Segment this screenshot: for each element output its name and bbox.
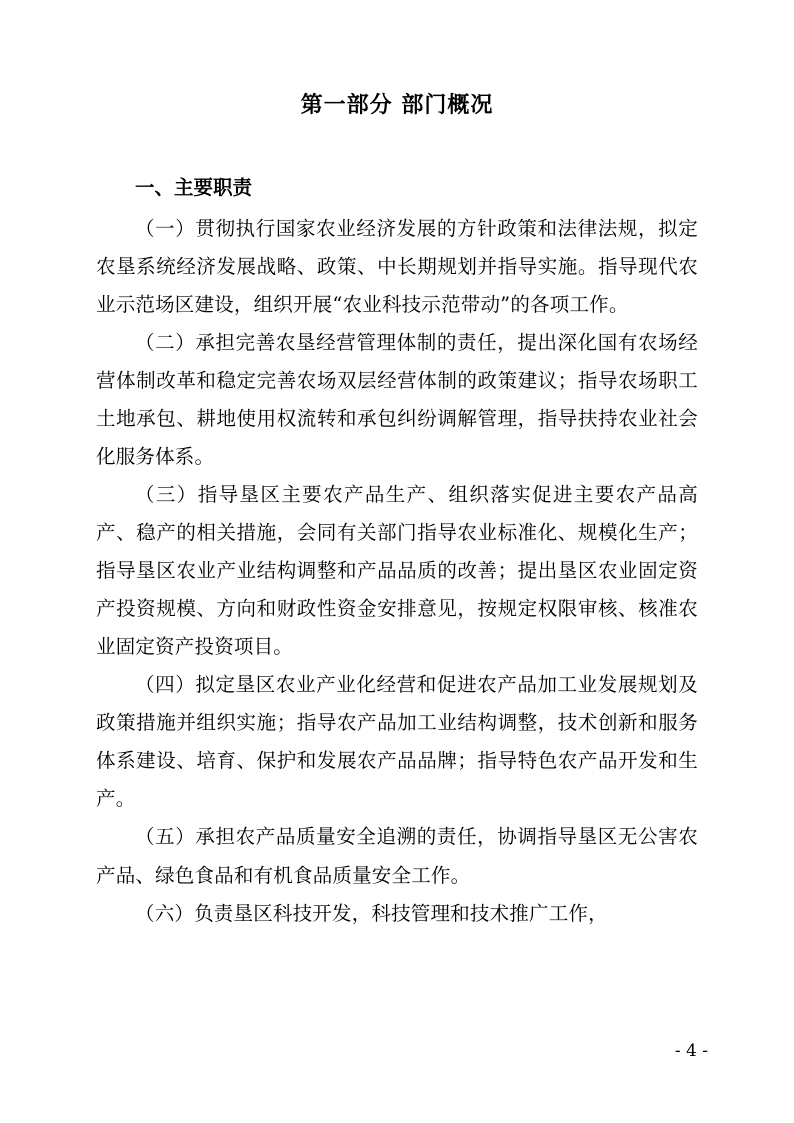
paragraph-1: （一）贯彻执行国家农业经济发展的方针政策和法律法规，拟定农垦系统经济发展战略、政策、中长期规划并指导实施。指导现代农业示范场区建设，组织开展“农业科技示范带动”的各项工作。: [96, 217, 698, 317]
page-number: - 4 -: [674, 1041, 708, 1061]
paragraph-6: （六）负责垦区科技开发，科技管理和技术推广工作，: [135, 901, 608, 925]
paragraph-3: （三）指导垦区主要农产品生产、组织落实促进主要农产品高产、稳产的相关措施，会同有关部门指导农业标准化、规模化生产；指导垦区农业产业结构调整和产品品质的改善；提出垦区农业固定资产投资规模、方向和财政性资金安排意见，按规定权限审核、核准农业固定资产投资项目。: [96, 483, 698, 659]
page-content: [96, 88, 698, 933]
paragraph-5: （五）承担农产品质量安全追溯的责任，协调指导垦区无公害农产品、绿色食品和有机食品质量安全工作。: [96, 825, 698, 887]
paragraph-4: （四）拟定垦区农业产业化经营和促进农产品加工业发展规划及政策措施并组织实施；指导农产品加工业结构调整，技术创新和服务体系建设、培育、保护和发展农产品品牌；指导特色农产品开发和生产。: [96, 673, 698, 811]
paragraph-2: （二）承担完善农垦经营管理体制的责任，提出深化国有农场经营体制改革和稳定完善农场双层经营体制的政策建议；指导农场职工土地承包、耕地使用权流转和承包纠纷调解管理，指导扶持农业社会化服务体系。: [96, 331, 698, 469]
page-title: 第一部分 部门概况: [300, 92, 494, 118]
section-heading: 一、主要职责: [135, 176, 253, 200]
title-spacer: [96, 123, 698, 169]
